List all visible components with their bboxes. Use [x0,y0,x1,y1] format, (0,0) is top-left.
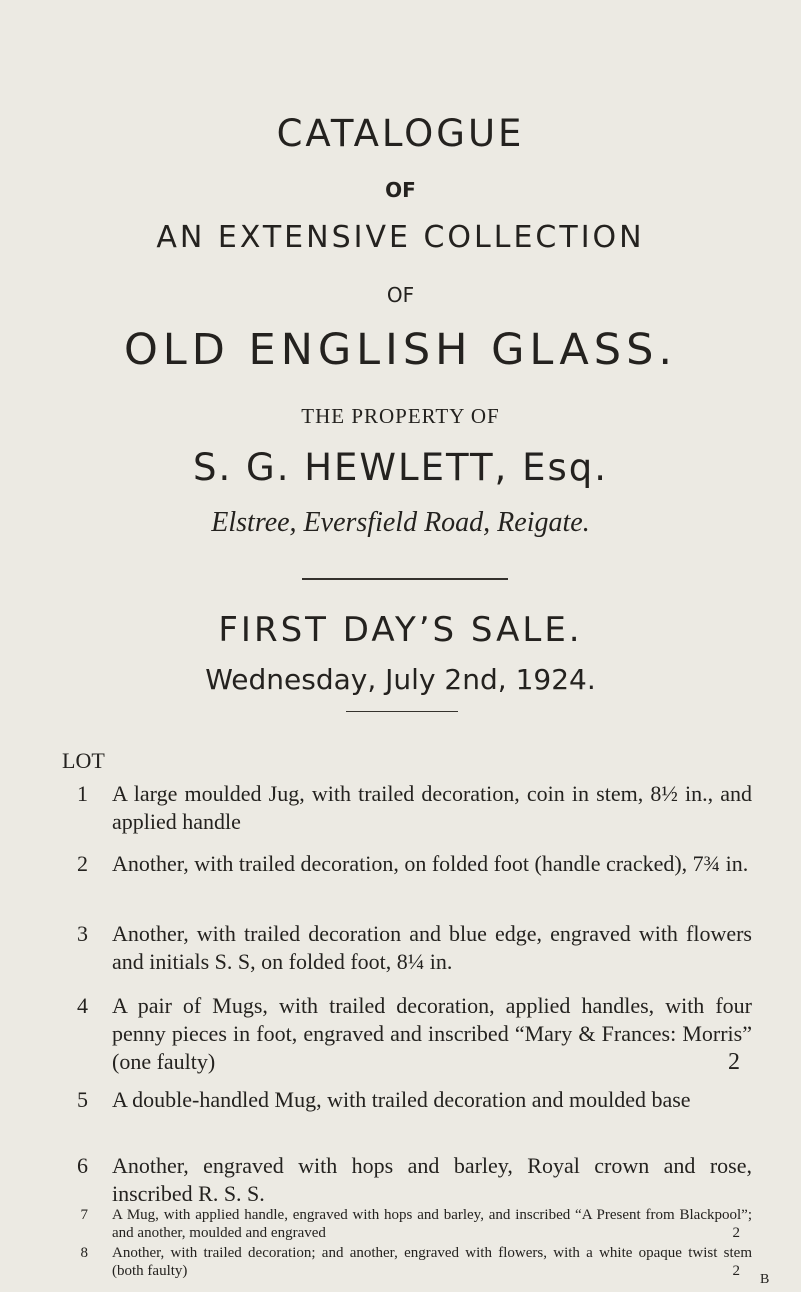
lot-description: A double-handled Mug, with trailed decoration and moulded base [112,1087,691,1112]
lot-item [60,920,770,982]
lot-number: 8 [80,1245,88,1261]
lot-item [60,1086,770,1148]
lot-number: 2 [77,851,88,876]
lot-quantity: 2 [732,1225,740,1241]
lot-quantity: 2 [732,1263,740,1279]
lot-description: Another, with trailed decoration, on folded foot (handle cracked), 7¾ in. [112,851,749,876]
lot-description: Another, engraved with hops and barley, Royal crown and rose, inscribed R. S. S. [112,1153,752,1206]
sale-date: Wednesday, July 2nd, 1924. [205,663,596,696]
catalogue-title: CATALOGUE [276,112,525,155]
lot-quantity: 2 [728,1049,740,1075]
divider-top [302,578,508,580]
lot-description: Another, with trailed decoration; and another, engraved with flowers, with a white opaque twist stem (both faulty) [112,1245,752,1279]
owner-name: S. G. HEWLETT, Esq. [193,446,608,489]
lot-description: A Mug, with applied handle, engraved with hops and barley, and inscribed “A Present from Blackpool”; and another, moulded and engraved [112,1207,752,1241]
owner-address: Elstree, Eversfield Road, Reigate. [211,507,590,538]
lot-number: 1 [77,781,88,806]
lot-item [60,992,770,1085]
lot-description: A pair of Mugs, with trailed decoration, applied handles, with four penny pieces in foot, engraved and inscribed “Mary & Frances: Morris” (one faulty) [112,993,752,1074]
lot-number: 3 [77,921,88,946]
of-line-2: OF [386,283,415,307]
signature-mark: B [760,1272,770,1287]
lot-number: 6 [77,1153,88,1178]
lot-number: 5 [77,1087,88,1112]
lot-description: Another, with trailed decoration and blue edge, engraved with flowers and initials S. S, on folded foot, 8¼ in. [112,921,752,974]
collection-title: AN EXTENSIVE COLLECTION [156,220,645,255]
lot-column-header: LOT [62,748,105,773]
subject-title: OLD ENGLISH GLASS. [123,325,678,375]
of-line-1: OF [385,178,416,202]
lot-description: A large moulded Jug, with trailed decoration, coin in stem, 8½ in., and applied handle [112,781,752,834]
lot-item [60,780,770,842]
lot-item [60,1152,770,1214]
divider-bottom [346,711,458,712]
property-of-line: THE PROPERTY OF [301,404,500,428]
lot-number: 4 [77,993,88,1018]
lot-item [60,850,770,912]
sale-title: FIRST DAY’S SALE. [218,610,583,650]
lot-number: 7 [80,1207,88,1223]
